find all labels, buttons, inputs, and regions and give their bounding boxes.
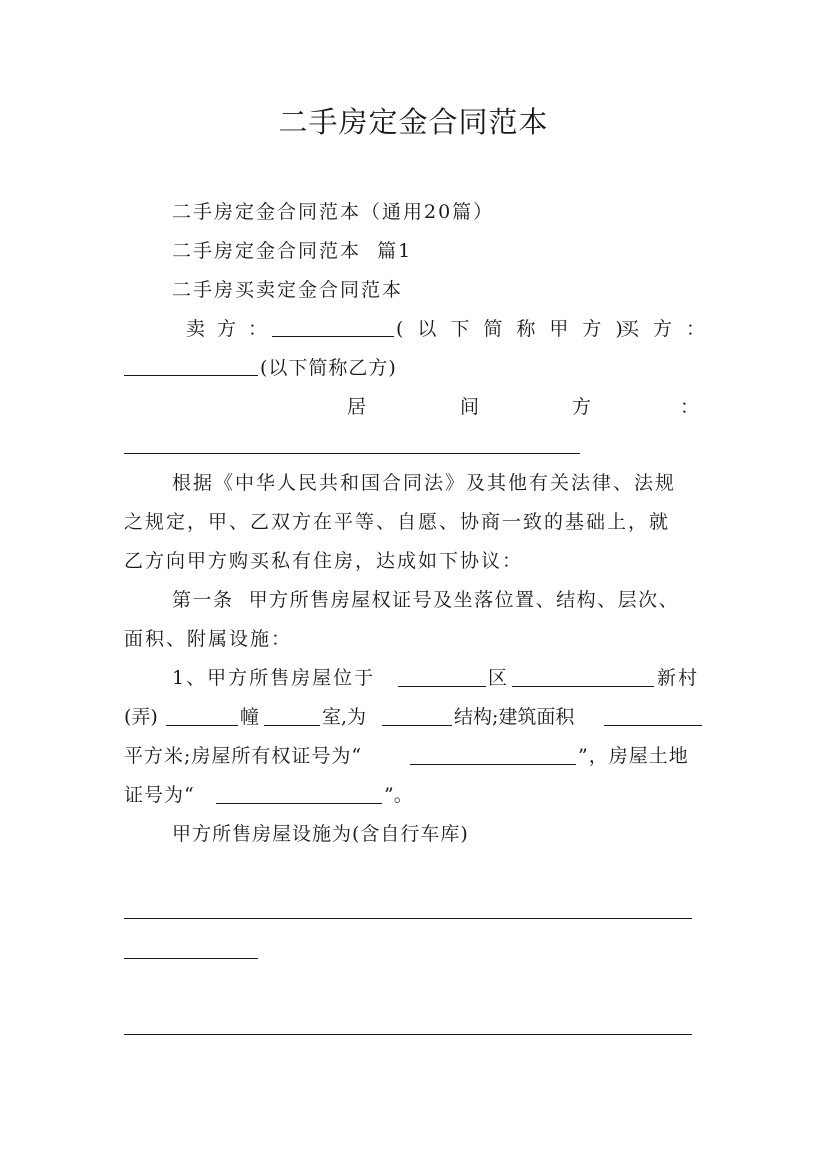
item-1-text-g: 结构;建筑面积 xyxy=(454,706,575,728)
item-1-text-c: 新村 xyxy=(657,667,700,689)
item-1-text-d: (弄) xyxy=(124,706,158,728)
document-title: 二手房定金合同范本 xyxy=(278,105,549,139)
contract-name: 二手房买卖定金合同范本 xyxy=(172,279,404,301)
subtitle: 二手房定金合同范本（通用20篇） xyxy=(172,201,495,223)
seller-label: 卖方： xyxy=(186,318,280,340)
section-heading: 二手房定金合同范本 篇1 xyxy=(172,240,413,262)
facilities-blank-1[interactable] xyxy=(124,918,692,919)
building-blank[interactable] xyxy=(166,725,238,726)
land-cert-blank[interactable] xyxy=(216,803,382,804)
article-1-line-1: 第一条 甲方所售房屋权证号及坐落位置、结构、层次、 xyxy=(172,589,680,611)
broker-blank[interactable] xyxy=(124,453,580,454)
seller-suffix: (以下简称甲方) xyxy=(396,318,637,340)
item-1-text-k: ”。 xyxy=(384,784,413,806)
facilities-blank-2[interactable] xyxy=(124,958,258,959)
broker-char-1: 居 xyxy=(347,396,369,418)
area-blank[interactable] xyxy=(604,725,702,726)
buyer-label: 买方： xyxy=(620,318,720,340)
structure-blank[interactable] xyxy=(382,725,452,726)
item-1-text-a: 1、甲方所售房屋位于 xyxy=(172,667,376,689)
district-blank[interactable] xyxy=(398,686,486,687)
buyer-suffix: (以下简称乙方) xyxy=(260,357,397,379)
room-blank[interactable] xyxy=(264,725,320,726)
village-blank[interactable] xyxy=(512,686,654,687)
facilities-label: 甲方所售房屋设施为(含自行车库) xyxy=(172,823,469,845)
item-1-text-j: 证号为“ xyxy=(124,784,195,806)
article-1-line-2: 面积、附属设施： xyxy=(124,628,293,650)
broker-char-2: 间 xyxy=(460,396,482,418)
property-cert-blank[interactable] xyxy=(410,764,576,765)
item-1-text-b: 区 xyxy=(488,667,510,689)
broker-char-3: 方 xyxy=(572,396,594,418)
broker-char-4: ： xyxy=(680,396,702,418)
paragraph-1-line-1: 根据《中华人民共和国合同法》及其他有关法律、法规 xyxy=(172,472,677,494)
facilities-blank-3[interactable] xyxy=(124,1034,692,1035)
item-1-text-e: 幢 xyxy=(240,706,262,728)
paragraph-1-line-2: 之规定，甲、乙双方在平等、自愿、协商一致的基础上，就 xyxy=(124,511,671,533)
item-1-text-f: 室,为 xyxy=(322,706,367,728)
item-1-text-h: 平方米;房屋所有权证号为“ xyxy=(124,745,363,767)
paragraph-1-line-3: 乙方向甲方购买私有住房，达成如下协议： xyxy=(124,550,524,572)
seller-blank[interactable] xyxy=(272,336,394,337)
item-1-text-i: ”，房屋土地 xyxy=(578,745,689,767)
buyer-blank[interactable] xyxy=(124,375,258,376)
